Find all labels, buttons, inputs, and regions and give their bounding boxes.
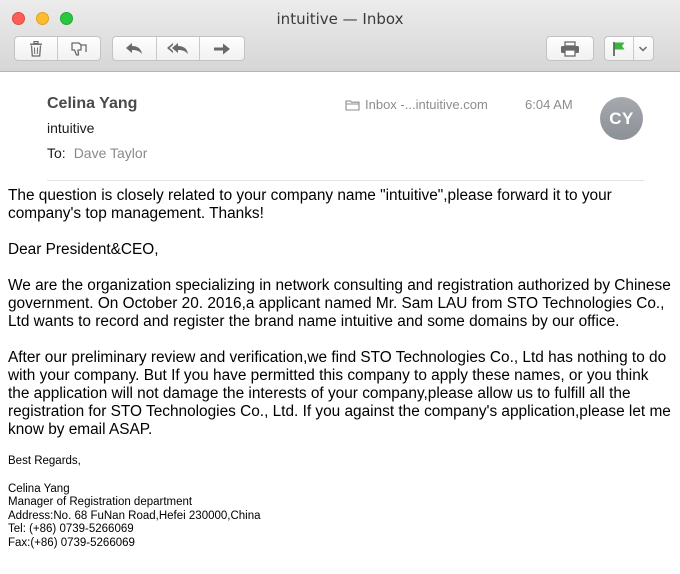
window-toolbar	[0, 0, 680, 72]
signature-address: Address:No. 68 FuNan Road,Hefei 230000,China	[8, 509, 261, 522]
reply-all-icon	[166, 42, 190, 56]
body-paragraph: After our preliminary review and verification,we find STO Technologies Co., Ltd has nothing to do with your company. But If you have permitted this company to apply these names, or you think the application will not damage the interests of your company,please allow us to fulfill all the registration for STO Technologies Co., Ltd. If you against the company's application,please let me know by email ASAP.	[8, 349, 671, 438]
recipient-line	[47, 145, 147, 161]
reply-group	[112, 36, 245, 61]
forward-button[interactable]	[200, 37, 244, 60]
header-divider	[47, 180, 644, 181]
sender-account: intuitive	[47, 120, 95, 136]
sender-name: Celina Yang	[47, 95, 138, 112]
flag-menu-button[interactable]	[634, 37, 653, 60]
flag-button[interactable]	[605, 37, 634, 60]
message-body	[8, 187, 673, 550]
signature-tel: Tel: (+86) 0739-5266069	[8, 523, 134, 535]
recipient-name[interactable]: Dave Taylor	[73, 145, 148, 161]
body-paragraph: The question is closely related to your company name "intuitive",please forward it to your company's top management. Thanks!	[8, 187, 612, 222]
body-paragraph: Dear President&CEO,	[8, 241, 159, 258]
to-label: To:	[47, 145, 66, 161]
forward-icon	[213, 42, 231, 56]
reply-all-button[interactable]	[157, 37, 201, 60]
signature-position: Manager of Registration department	[8, 496, 193, 508]
reply-button[interactable]	[113, 37, 157, 60]
print-button[interactable]	[546, 36, 594, 61]
delete-button[interactable]	[15, 37, 58, 60]
signature-name: Celina Yang	[8, 482, 70, 495]
junk-button[interactable]	[58, 37, 101, 60]
message-time: 6:04 AM	[525, 97, 573, 112]
signature-block	[8, 483, 673, 551]
body-paragraph: We are the organization specializing in network consulting and registration authorized by Chinese government. On October 20. 2016,a applicant named Mr. Sam LAU from STO Technologies Co., Ltd wants to record and register the brand name intuitive and some domains by our office.	[8, 277, 671, 330]
flag-group	[604, 36, 654, 61]
avatar: CY	[600, 97, 643, 140]
signature-fax: Fax:(+86) 0739-5266069	[8, 536, 135, 549]
mailbox-label: Inbox -...intuitive.com	[365, 97, 488, 112]
chevron-down-icon	[638, 45, 648, 53]
print-icon	[560, 41, 580, 57]
delete-junk-group	[14, 36, 101, 61]
folder-icon	[345, 99, 360, 111]
flag-icon	[612, 41, 626, 57]
trash-icon	[29, 41, 43, 57]
closing-regards: Best Regards,	[8, 455, 81, 467]
reply-icon	[125, 42, 143, 56]
window-title: intuitive — Inbox	[276, 10, 404, 28]
junk-icon	[70, 41, 88, 57]
mailbox-location[interactable]	[345, 97, 488, 112]
